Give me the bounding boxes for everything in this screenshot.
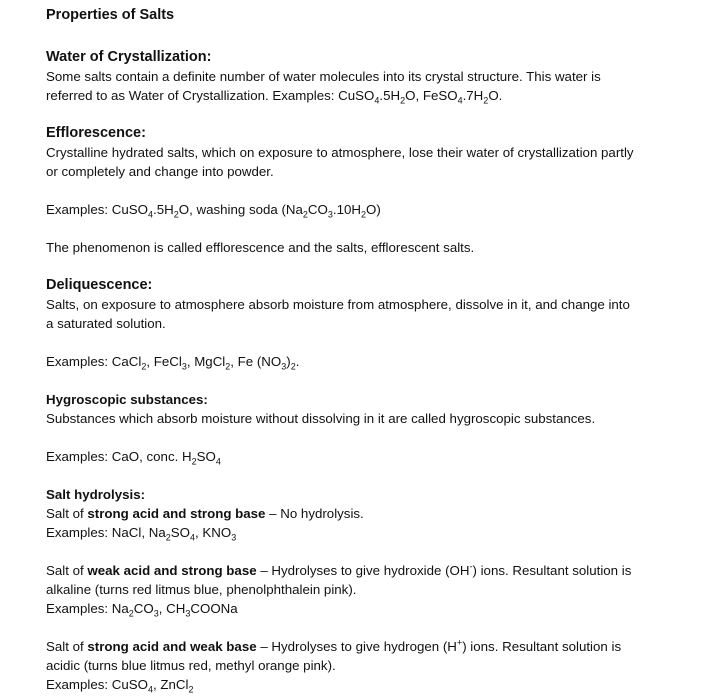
paragraph-line: a saturated solution. bbox=[46, 316, 166, 331]
paragraph-line: alkaline (turns red litmus blue, phenolphthalein pink). bbox=[46, 582, 357, 597]
paragraph-line: Some salts contain a definite number of water molecules into its crystal structure. This water is bbox=[46, 69, 601, 84]
heading-water-of-crystallization: Water of Crystallization: bbox=[46, 49, 212, 65]
examples-line: Examples: $Na_2CO_3$, $CH_3COONa$ bbox=[46, 601, 238, 619]
formula-cuso4-5h2o: $CuSO_4.5H_2O$, bbox=[111, 202, 197, 220]
paragraph-line: Substances which absorb moisture without dissolving in it are called hygroscopic substances. bbox=[46, 411, 596, 426]
hydrolysis-case-strong-acid-weak-base: Salt of strong acid and weak base – Hydrolyses to give hydrogen (H+) ions. Resultant solution is bbox=[46, 637, 622, 654]
heading-deliquescence: Deliquescence: bbox=[46, 277, 153, 293]
section-deliquescence bbox=[46, 276, 685, 371]
hydrolysis-case-weak-acid-strong-base: Salt of weak acid and strong base – Hydrolyses to give hydroxide (OH-) ions. Resultant solution is bbox=[46, 561, 632, 578]
hydrolysis-case-strong-strong: Salt of strong acid and strong base – No hydrolysis. bbox=[46, 506, 364, 521]
formula-feso4-7h2o: $FeSO_4.7H_2O$. bbox=[422, 88, 503, 106]
heading-hygroscopic: Hygroscopic substances: bbox=[46, 392, 208, 407]
heading-efflorescence: Efflorescence: bbox=[46, 125, 146, 141]
section-salt-hydrolysis bbox=[46, 485, 685, 694]
paragraph-line: referred to as Water of Crystallization. Examples: $CuSO_4.5H_2O$, $FeSO_4.7H_2O$. bbox=[46, 88, 503, 106]
document-title: Properties of Salts bbox=[46, 7, 175, 23]
formula-washing-soda: washing soda $(Na_2CO_3.10H_2O)$ bbox=[196, 202, 381, 220]
examples-line: Examples: $CuSO_4.5H_2O$, washing soda $(Na_2CO_3.10H_2O)$ bbox=[46, 202, 381, 220]
paragraph-line: Crystalline hydrated salts, which on exposure to atmosphere, lose their water of crystallization partly bbox=[46, 145, 634, 160]
examples-line: Examples: CaO, conc. $H_2SO_4$ bbox=[46, 449, 221, 467]
heading-salt-hydrolysis: Salt hydrolysis: bbox=[46, 487, 146, 502]
paragraph-line: acidic (turns blue litmus red, methyl orange pink). bbox=[46, 658, 336, 673]
examples-line: Examples: NaCl, $Na_2SO_4$, $KNO_3$ bbox=[46, 525, 237, 543]
paragraph-line: The phenomenon is called efflorescence and the salts, efflorescent salts. bbox=[46, 240, 475, 255]
examples-line: Examples: CaCl$_2$, FeCl$_3$, MgCl$_2$, Fe $(NO_3)_2$. bbox=[46, 354, 300, 372]
section-efflorescence bbox=[46, 124, 685, 257]
section-water-of-crystallization bbox=[46, 48, 685, 105]
paragraph-line: or completely and change into powder. bbox=[46, 164, 274, 179]
section-hygroscopic bbox=[46, 390, 685, 466]
formula-cuso4-5h2o: $CuSO_4.5H_2O$, bbox=[338, 88, 423, 106]
examples-line: Examples: CuSO$_4$, ZnCl$_2$ bbox=[46, 677, 194, 695]
paragraph-line: Salts, on exposure to atmosphere absorb moisture from atmosphere, dissolve in it, and change into bbox=[46, 297, 630, 312]
